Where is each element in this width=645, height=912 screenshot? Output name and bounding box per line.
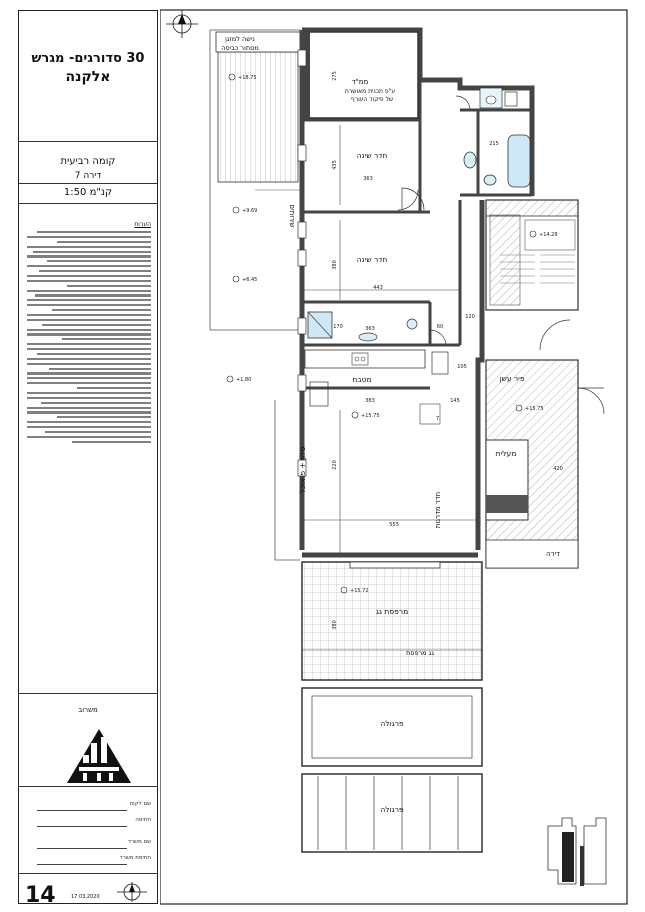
drawing-date: 17.03.2020 <box>71 894 100 900</box>
shelter-label: ממ"ד <box>351 78 369 86</box>
project-city: אלקנה <box>65 69 111 85</box>
apartment-name: דירה 7 <box>74 171 102 181</box>
signature-line: חתימת משרד <box>37 855 151 867</box>
svg-text:+14.28: +14.28 <box>539 232 558 238</box>
svg-text:+15.75: +15.75 <box>525 406 544 412</box>
signature-line: שם לקוח <box>37 801 151 813</box>
svg-text:+15.75: +15.75 <box>361 413 380 419</box>
balcony-label: מרפסת גג <box>375 607 409 616</box>
bedroom-1-label: חדר שינה <box>356 151 388 160</box>
svg-text:+1.80: +1.80 <box>236 377 252 383</box>
svg-text:275: 275 <box>332 71 338 81</box>
floor-name: קומה רביעית <box>60 156 116 167</box>
elevation-marker <box>233 207 257 214</box>
divider <box>19 873 157 874</box>
svg-text:420: 420 <box>553 466 563 472</box>
elevator-label: מעלית <box>495 449 517 458</box>
svg-text:220: 220 <box>332 460 338 470</box>
living-label: סלון + פ.אוכל <box>298 446 307 494</box>
svg-text:60: 60 <box>436 324 444 330</box>
svg-text:443: 443 <box>373 285 383 291</box>
dwelling-label: דירה <box>546 550 560 558</box>
signature-line: שם משרד <box>37 839 151 851</box>
divider <box>19 203 157 204</box>
entry-label: פיר עשן <box>499 374 525 383</box>
notes-title: הערות <box>134 221 151 228</box>
shelter-note-2: של פיקוד העורף <box>350 96 394 103</box>
utility-note: מסתור כביסה <box>221 44 259 52</box>
wc-label: שירותים <box>288 204 296 228</box>
svg-text:435: 435 <box>332 160 338 170</box>
svg-text:170: 170 <box>333 324 343 330</box>
divider <box>19 141 157 142</box>
scale-label: 1:50 קנ"מ <box>63 187 113 198</box>
divider <box>19 693 157 694</box>
office-logo <box>53 721 145 789</box>
stairs-label: חדר מדרגות <box>434 491 442 529</box>
svg-text:+6.45: +6.45 <box>242 277 258 283</box>
svg-text:+15.72: +15.72 <box>350 588 369 594</box>
svg-text:363: 363 <box>365 326 375 332</box>
office-label: משרוב <box>78 706 98 714</box>
roof-balcony <box>302 562 482 680</box>
svg-text:120: 120 <box>465 314 475 320</box>
section-marker: 7 <box>436 416 440 422</box>
divider <box>19 786 157 787</box>
page-number: 14 <box>25 883 56 908</box>
balcony-roof-label: גג מרפסת <box>405 649 435 657</box>
svg-text:380: 380 <box>332 260 338 270</box>
svg-text:+18.75: +18.75 <box>238 75 257 81</box>
north-arrow-icon <box>166 10 198 38</box>
pergola-2-label: פרגולה <box>380 805 404 814</box>
elevation-marker <box>227 376 251 383</box>
elevation-marker <box>352 412 380 419</box>
divider <box>19 183 157 184</box>
elevation-marker <box>233 276 257 283</box>
svg-text:145: 145 <box>450 398 460 404</box>
kitchen-label: מטבח <box>352 375 372 384</box>
floor-plan-drawing <box>160 0 645 912</box>
svg-text:105: 105 <box>457 364 467 370</box>
signature-line: חתימה <box>37 817 151 829</box>
title-block <box>18 10 158 908</box>
toilet-icon <box>464 152 476 168</box>
shelter-note-1: ע"פ תכנית מאושרת <box>344 88 396 95</box>
svg-text:363: 363 <box>363 176 373 182</box>
sink-icon <box>484 175 496 185</box>
bedroom-2-label: חדר שינה <box>356 255 388 264</box>
general-notes <box>27 221 151 496</box>
pergola-1-label: פרגולה <box>380 719 404 728</box>
svg-text:553: 553 <box>389 522 399 528</box>
key-plan <box>548 818 606 886</box>
svg-text:383: 383 <box>365 398 375 404</box>
svg-text:215: 215 <box>489 141 499 147</box>
project-name: 30 סדורגים- מגרש <box>31 51 145 66</box>
svg-text:+9.69: +9.69 <box>242 208 258 214</box>
closet-note: נישה למזגן <box>225 35 255 43</box>
north-arrow-icon <box>115 881 149 903</box>
svg-text:380: 380 <box>332 620 338 630</box>
bathtub-icon <box>508 135 530 187</box>
elevation-marker <box>530 231 558 238</box>
